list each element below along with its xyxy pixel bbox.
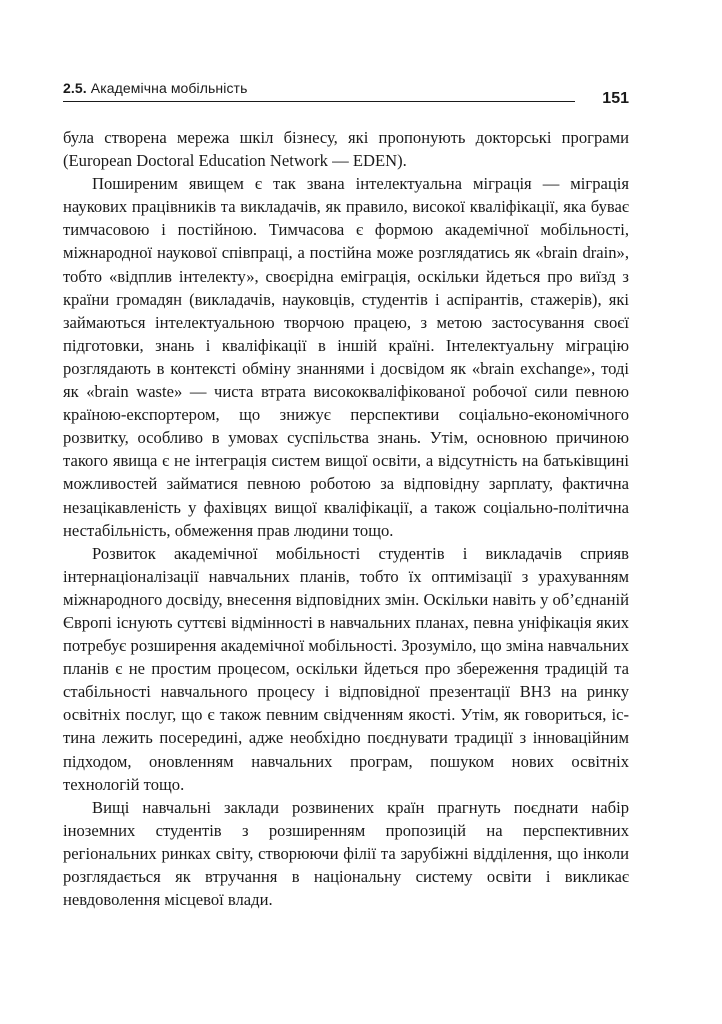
section-number: 2.5.	[63, 80, 87, 96]
paragraph-continued: була створена мережа шкіл бізнесу, які пропонують докторські програми (European Doctoral Education Network — EDEN).	[63, 128, 629, 171]
section-heading	[63, 80, 247, 96]
paragraph-foreign-students: Вищі навчальні заклади розвинених країн прагнуть поєднати набір іноземних студентів з розширенням пропозицій на перспективних регіональних ринках світу, створюючи філії та зарубіжні відділення, що інколи розглядається як втручання в національну систему освіти і викликає невдоволення місцевої влади.	[63, 797, 629, 910]
running-header	[63, 80, 629, 106]
section-title: Академічна мобільність	[90, 80, 248, 96]
header-rule	[63, 101, 575, 102]
page-number: 151	[602, 90, 629, 107]
paragraph-intellectual-migration: Поширеним явищем є так звана інтелектуальна міграція — міграція наукових працівників та викладачів, як правило, високої кваліфікації, яка буває тимчасовою і постійною. Тимчасова є формою академічної мобільності, міжнародної наукової співпраці, а постійна може розглядатись як «brain drain», тобто «відплив інтелекту», своєрідна еміграція, оскільки йдеться про виїзд з країни громадян (викладачів, науковців, студентів і аспірантів, стажерів), які займаються інтелектуальною творчою працею, з метою застосування своєї підготовки, знань і кваліфікації в іншій країні. Інтелектуальну міграцію розглядають в контексті обміну знаннями і досвідом як «brain exchange», тоді як «brain waste» — чиста втрата висококваліфікованої робочої сили певною країною-експортером, що знижує перспективи соціально-економічного розвитку, особливо в умовах суспільства знань. Утім, основною причиною такого явища є не інтеграція систем вищої освіти, а відсутність на батьківщині можливостей займатися певною роботою за відповідну зарплату, фактична незацікавленість у фахівцях вищої кваліфікації, а також соціально-політична нестабільність, обмеження прав людини тощо.	[63, 174, 629, 540]
body-text	[63, 126, 629, 911]
paragraph-curricula-internationalization: Розвиток академічної мобільності студентів і викладачів сприяв інтернаціоналізації навчальних планів, тобто їх оптимізації з урахуванням міжнародного досвіду, внесення відповідних змін. Оскільки навіть у об’єднаній Європі існують суттєві відмінності в навчальних планах, певна уніфікація яких потребує розширення академічної мобільності. Зрозуміло, що зміна навчальних планів є не простим процесом, оскільки йдеться про збереження традицій та стабільності навчального процесу і відповідної презентації ВНЗ на ринку освітніх послуг, що є також певним свідченням якості. Утім, як говориться, істина лежить посередині, адже необхідно поєднувати традиції з інноваційним підходом, оновленням навчальних програм, пошуком нових освітніх технологій тощо.	[63, 543, 629, 794]
